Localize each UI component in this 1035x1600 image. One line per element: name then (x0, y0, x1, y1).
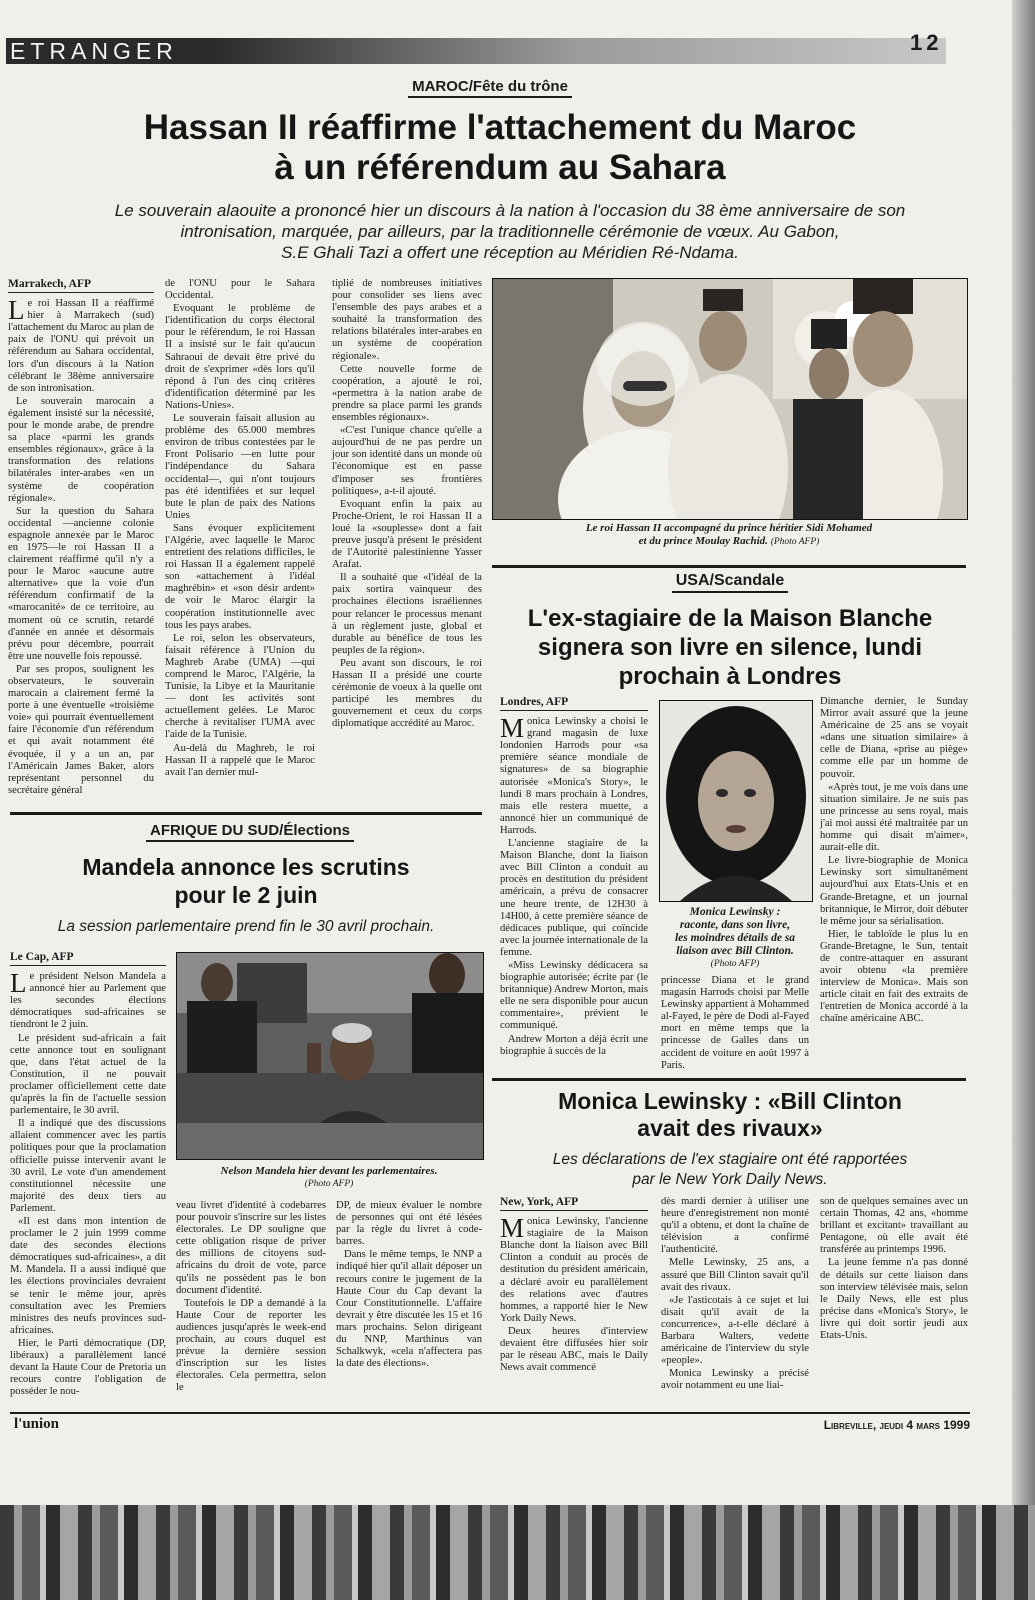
usa-column-1: Londres, AFP Monica Lewinsky a choisi le grand magasin de luxe londonien Harrods pour «sa première séance mondiale de signatures» de sa biographie autorisée «Monica's Story», le lundi 8 mars prochain à Londres, mais elle restera muette, a annoncé hier un communiqué de Harrods. L'ancienne stagiaire de la Maison Blanche, dont la liaison avec Bill Clinton a conduit au procès en destitution du président américain, a prévu de consacrer une heure trente, de 12H30 à 14H00, à cette première séance de dédicaces publique, qui coïncide avec la journée internationale de la femme. «Miss Lewinsky dédicacera sa biographie autorisée; écrite par (le britannique) Andrew Morton, mais elle ne sera disponible pour aucun commentaire», prévient le communiqué. Andrew Morton a déjà écrit une biographie à succès de la (500, 696, 648, 1057)
kicker-usa: USA/Scandale (600, 572, 860, 593)
caption-hassan-ii: Le roi Hassan II accompagné du prince héritier Sidi Mohamed et du prince Moulay Rachid. (Photo AFP) (585, 522, 873, 547)
kicker-maroc: MAROC/Fête du trône (360, 78, 620, 98)
section-title: ETRANGER (10, 38, 178, 64)
deck-afrique: La session parlementaire prend fin le 30 avril prochain. (57, 918, 435, 935)
footer-logo: l'union (14, 1416, 60, 1432)
afrique-column-2: veau livret d'identité à codebarres pour pouvoir s'inscrire sur les listes électorales. Le DP souligne que cette obligation risque de priver des millions de citoyens sud-africains du droit de vote, parce qu'ils ne possèdent pas le bon document d'identité. Toutefois le DP a demandé à la Haute Cour de reporter les audiences jusqu'après le week-end prochain, au cours duquel est prévue la dernière session d'inscription sur les listes électorales. Cela permettra, selon le (176, 1200, 326, 1394)
maroc-column-3: tiplié de nombreuses initiatives pour consolider ses liens avec l'ensemble des pays arabes et a souhaité la transformation des relations bilatérales inter-arabes en un système de coopération régionale». Cette nouvelle forme de coopération, a ajouté le roi, «permettra à la nation arabe de prendre sa place parmi les grands ensembles régionaux». «C'est l'unique chance qu'elle a aujourd'hui de ne pas perdre un jour son identité dans un monde où l'économique est en passe d'imposer ses frontières politiques», a-t-il ajouté. Evoquant enfin la paix au Proche-Orient, le roi Hassan II a loué la «souplesse» dont a fait preuve jusqu'à présent le président de l'Autorité palestinienne Yasser Arafat. Il a souhaité que «l'idéal de la paix sortira vainqueur des prochaines élections israéliennes pour relancer le processus menant à un règlement juste, global et durable au bénéfice de tous les peuples de la région». Peu avant son discours, le roi Hassan II a présidé une courte cérémonie de voeux à la quelle ont participé les membres du gouvernement et ceux du corps diplomatique accrédité au Maroc. (332, 278, 482, 730)
page-number: 12 (910, 30, 943, 55)
headline-maroc: Hassan II réaffirme l'attachement du Maroc à un référendum au Sahara (143, 108, 857, 187)
maroc-column-2: de l'ONU pour le Sahara Occidental. Evoquant le problème de l'identification du corps électoral pour le référendum, le roi Hassan II a insisté sur le fait qu'aucun Sahraoui de devait être privé du droit de s'exprimer «dès lors qu'il répond à l'un des cinq critères d'identification déterminé par les Nations-Unies». Le souverain faisait allusion au problème des 65.000 membres environ de tribus contestées par le Front Polisario —en lutte pour l'indépendance du Sahara occidental—, qui n'ont toujours pas été identifiées et sur lequel bute le plan de paix des Nations Unies Sans évoquer explicitement l'Algérie, avec laquelle le Maroc entretient des relations difficiles, le roi Hassan II a également rappelé son «attachement à l'idéal maghrébin» et «son désir ardent» de voir le Maroc élargir la coopération institutionnelle avec tous les pays arabes. Le roi, selon les observateurs, faisait référence à l'Union du Maghreb Arabe (UMA) —qui comprend le Maroc, l'Algérie, la Tunisie, la Libye et la Mauritanie— dont les activités sont actuellement gelées. Le Maroc cherche à revitaliser l'UMA avec l'aide de la Tunisie. Au-delà du Maghreb, le roi Hassan II a rappelé que le Maroc avait l'an dernier mul- (165, 278, 315, 778)
kicker-afrique: AFRIQUE DU SUD/Élections (90, 822, 410, 842)
headline-afrique: Mandela annonce les scrutins pour le 2 juin (82, 854, 410, 908)
deck-rivaux: Les déclarations de l'ex stagiaire ont été rapportées par le New York Daily News. (552, 1151, 908, 1188)
footer-date: Libreville, jeudi 4 mars 1999 (823, 1418, 970, 1432)
usa-column-2: princesse Diana et le grand magasin Harrods choisi par Melle Lewinsky appartient à Mohammed al-Fayed, le père de Dodi al-Fayed mort en même temps que la princesse de Galles dans un accident de voiture en août 1997 à Paris. (661, 975, 809, 1071)
caption-mandela: Nelson Mandela hier devant les parlementaires. (Photo AFP) (220, 1165, 438, 1189)
photo-monica-lewinsky (659, 700, 813, 902)
usa-column-3: Dimanche dernier, le Sunday Mirror avait assuré que la jeune Américaine de 25 ans se voyait «dans une situation similaire» à celle de Diana, «prise au piège» comme elle par un homme de pouvoir. «Après tout, je me vois dans une situation similaire. Je ne suis pas une princesse au sens royal, mais j'ai moi aussi été maltraitée par un homme qui disait m'aimer», aurait-elle dit. Le livre-biographie de Monica Lewinsky sort simultanément aujourd'hui aux Etats-Unis et en Grande-Bretagne, et un journal britannique, le Mirror, doit débuter le même jour sa sérialisation. Hier, le tabloïde le plus lu en Grande-Bretagne, le Sun, tentait de contre-attaquer en assurant avoir obtenu «la première interview de Monica». Mais son article citait en fait des extraits de l'entretien de Monica accordé à la chaîne américaine ABC. (820, 696, 968, 1025)
rivaux-column-2: dès mardi dernier à utiliser une heure d'enregistrement non monté qu'il a obtenu, et dont la chaîne de télévision a confirmé l'authenticité. Melle Lewinsky, 25 ans, a assuré que Bill Clinton savait qu'il avait des rivaux. «Je l'asticotais à ce sujet et lui disait qu'il avait de la concurrence», a-t-elle déclaré à Barbara Walters, vedette américaine de l'interview du style «people». Monica Lewinsky a précisé avoir notamment eu une liai- (661, 1196, 809, 1392)
headline-usa: L'ex-stagiaire de la Maison Blanche signera son livre en silence, lundi prochain à Londres (527, 605, 933, 690)
photo-hassan-ii (492, 278, 968, 520)
maroc-column-1: Marrakech, AFP Le roi Hassan II a réaffirmé hier à Marrakech (sud) l'attachement du Maroc au plan de paix de l'ONU qui prévoit un référendum au Sahara occidental, lors d'un discours à la Nation célébrant le 38ème anniversaire de son intronisation. Le souverain marocain a également insisté sur la nécessité, pour le monde arabe, de prendre sa place «parmi les grands ensembles régionaux», grâce à la transformation des relations bilatérales inter-arabes «en un système de coopération régionale». Sur la question du Sahara occidental —ancienne colonie espagnole annexée par le Maroc en 1975—le roi Hassan II a clairement réaffirmé qu'il n'y a pour le Maroc «aucune autre alternative» que la voie d'un référendum confirmatif de la «marocanité» de ce territoire, au moment où ce scrutin, retardé d'année en année et désormais prévu pour décembre, pourrait être une nouvelle fois repoussé. Par ses propos, soulignent les observateurs, le souverain marocain a clairement fermé la porte à une éventuelle «troisième voie» qui pourrait éventuellement faire l'économie d'un référendum et qui avait notamment été évoquée, il y a un an, par l'Américain James Baker, alors représentant personnel du secrétaire général (8, 278, 154, 796)
rivaux-column-1: New, York, AFP Monica Lewinsky, l'ancienne stagiaire de la Maison Blanche dont la liaison avec Bill Clinton a conduit au procès de destitution du président américain, a déclaré avoir eu parallèlement des relations avec d'autres hommes, a rapporté hier le New York Daily News. Deux heures d'interview devaient être diffusées hier soir par le réseau ABC, mais le Daily News avait commencé (500, 1196, 648, 1374)
scan-edge-bottom (0, 1505, 1035, 1600)
rule-rivaux-top (492, 1078, 966, 1081)
scan-edge-right (1012, 0, 1035, 1505)
footer-rule (10, 1412, 970, 1414)
afrique-column-3: DP, de mieux évaluer le nombre de personnes qui ont été lésées par la règle du livret à code-barres. Dans le même temps, le NNP a indiqué hier qu'il allait déposer un recours contre le jugement de la Haute Cour du Cap devant la Cour Constitutionnelle. L'affaire devrait y être discutée les 15 et 16 mars prochains. Selon dirigeant du NNP, Marthinus van Schalkwyk, «cela n'affectera pas la date des élections». (336, 1200, 482, 1370)
afrique-column-1: Le Cap, AFP Le président Nelson Mandela a annoncé hier au Parlement que les secondes élections démocratiques sud-africaines se tiendront le 2 juin. Le président sud-africain a fait cette annonce tout en soulignant que, dans l'état actuel de la Constitution, il ne pouvait proclamer officiellement cette date qu'après la fin de l'actuelle session parlementaire, le 30 avril. Il a indiqué que des discussions allaient commencer avec les partis politiques pour que la proclamation officielle puisse intervenir avant le 30 avril. Le vote d'un amendement constitutionnel nécessite une majorité des deux tiers au Parlement. «Il est dans mon intention de proclamer le 2 juin 1999 comme date des secondes élections démocratiques sud-africaines», a dit M. Mandela. Il a aussi indiqué que les élections provinciales devraient se tenir le même jour, après consultation avec les Premiers ministres des neufs provinces sud-africaines. Hier, le Parti démocratique (DP, libéraux) a parallèlement lancé devant la Haute Cour de Pretoria un recours contre l'obligation de posséder le nou- (10, 951, 166, 1398)
rule-afrique-top (10, 812, 482, 815)
rivaux-column-3: son de quelques semaines avec un certain Thomas, 42 ans, «homme brillant et excitant» travaillant au Pentagone, où elle avait été transférée au printemps 1996. La jeune femme n'a pas donné de détails sur cette liaison dans son interview télévisée mais, selon le Daily News, elle est plus précise dans «Monica's Story», le livre qui doit sortir jeudi aux Etats-Unis. (820, 1196, 968, 1342)
headline-rivaux: Monica Lewinsky : «Bill Clinton avait des rivaux» (558, 1088, 902, 1141)
deck-maroc: Le souverain alaouite a prononcé hier un discours à la nation à l'occasion du 38 ème anniversaire de son intronisation, marquée, par ailleurs, par la traditionnelle cérémonie de vœux. Au Gabon, S.E Ghali Tazi a offert une réception au Méridien Ré-Ndama. (114, 201, 906, 262)
photo-mandela (176, 952, 484, 1160)
caption-monica: Monica Lewinsky : raconte, dans son livre, les moindres détails de sa liaison avec Bill Clinton. (Photo AFP) (674, 906, 796, 969)
rule-usa-top (492, 565, 966, 568)
